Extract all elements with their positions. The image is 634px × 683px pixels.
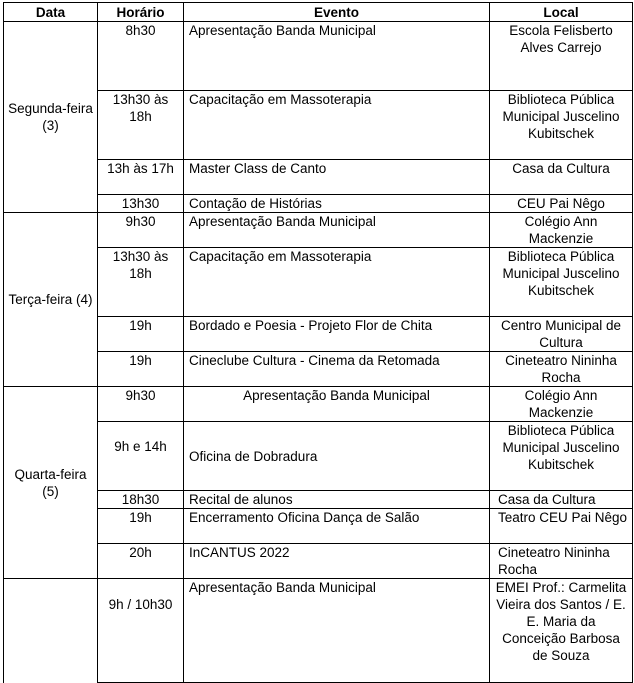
table-row <box>4 195 633 213</box>
event-name: Oficina de Dobradura <box>184 422 490 491</box>
day-label: Segunda-feira (3) <box>4 22 98 213</box>
header-evento: Evento <box>184 3 490 22</box>
header-data: Data <box>4 3 98 22</box>
event-time: 13h30 <box>98 195 184 213</box>
event-place: Biblioteca Pública Municipal Juscelino Kubitschek <box>490 248 633 317</box>
event-name: Apresentação Banda Municipal <box>184 22 490 91</box>
table-row <box>4 248 633 317</box>
event-place: Casa da Cultura <box>490 491 633 509</box>
event-place: EMEI Prof.: Carmelita Vieira dos Santos / E. E. Maria da Conceição Barbosa de Souza <box>490 579 633 683</box>
header-row <box>4 3 633 22</box>
day-label: Terça-feira (4) <box>4 213 98 387</box>
day-label: Quarta-feira (5) <box>4 387 98 579</box>
event-name: Apresentação Banda Municipal <box>184 579 490 683</box>
event-name: Cineclube Cultura - Cinema da Retomada <box>184 352 490 387</box>
table-row <box>4 352 633 387</box>
event-time: 9h / 10h30 <box>98 579 184 683</box>
event-place: Biblioteca Pública Municipal Juscelino Kubitschek <box>490 422 633 491</box>
event-time: 19h <box>98 317 184 352</box>
event-place: Cineteatro Nininha Rocha <box>490 352 633 387</box>
event-time: 9h30 <box>98 213 184 248</box>
day-label <box>4 579 98 683</box>
event-name: Contação de Histórias <box>184 195 490 213</box>
event-time: 9h e 14h <box>98 422 184 491</box>
event-time: 9h30 <box>98 387 184 422</box>
table-row <box>4 579 633 683</box>
event-time: 13h30 às 18h <box>98 248 184 317</box>
event-time: 19h <box>98 352 184 387</box>
table-row <box>4 509 633 544</box>
event-time: 8h30 <box>98 22 184 91</box>
event-place: Teatro CEU Pai Nêgo <box>490 509 633 544</box>
event-name: InCANTUS 2022 <box>184 544 490 579</box>
schedule-table <box>3 2 633 683</box>
event-name: Capacitação em Massoterapia <box>184 91 490 160</box>
table-row <box>4 387 633 422</box>
event-time: 18h30 <box>98 491 184 509</box>
event-place: Colégio Ann Mackenzie <box>490 387 633 422</box>
event-place: Centro Municipal de Cultura <box>490 317 633 352</box>
event-place: Cineteatro Nininha Rocha <box>490 544 633 579</box>
event-name: Master Class de Canto <box>184 160 490 195</box>
table-row <box>4 22 633 91</box>
table-row <box>4 213 633 248</box>
event-place: Casa da Cultura <box>490 160 633 195</box>
table-row <box>4 160 633 195</box>
event-place: Escola Felisberto Alves Carrejo <box>490 22 633 91</box>
table-row <box>4 317 633 352</box>
table-row <box>4 491 633 509</box>
event-time: 19h <box>98 509 184 544</box>
event-place: Colégio Ann Mackenzie <box>490 213 633 248</box>
header-horario: Horário <box>98 3 184 22</box>
table-row <box>4 91 633 160</box>
event-name: Apresentação Banda Municipal <box>184 213 490 248</box>
event-place: CEU Pai Nêgo <box>490 195 633 213</box>
table-row <box>4 544 633 579</box>
event-time: 13h30 às 18h <box>98 91 184 160</box>
event-name: Encerramento Oficina Dança de Salão <box>184 509 490 544</box>
event-name: Bordado e Poesia - Projeto Flor de Chita <box>184 317 490 352</box>
event-time: 20h <box>98 544 184 579</box>
event-time: 13h às 17h <box>98 160 184 195</box>
table-row <box>4 422 633 491</box>
event-name: Capacitação em Massoterapia <box>184 248 490 317</box>
event-name: Recital de alunos <box>184 491 490 509</box>
event-place: Biblioteca Pública Municipal Juscelino Kubitschek <box>490 91 633 160</box>
event-name: Apresentação Banda Municipal <box>184 387 490 422</box>
header-local: Local <box>490 3 633 22</box>
